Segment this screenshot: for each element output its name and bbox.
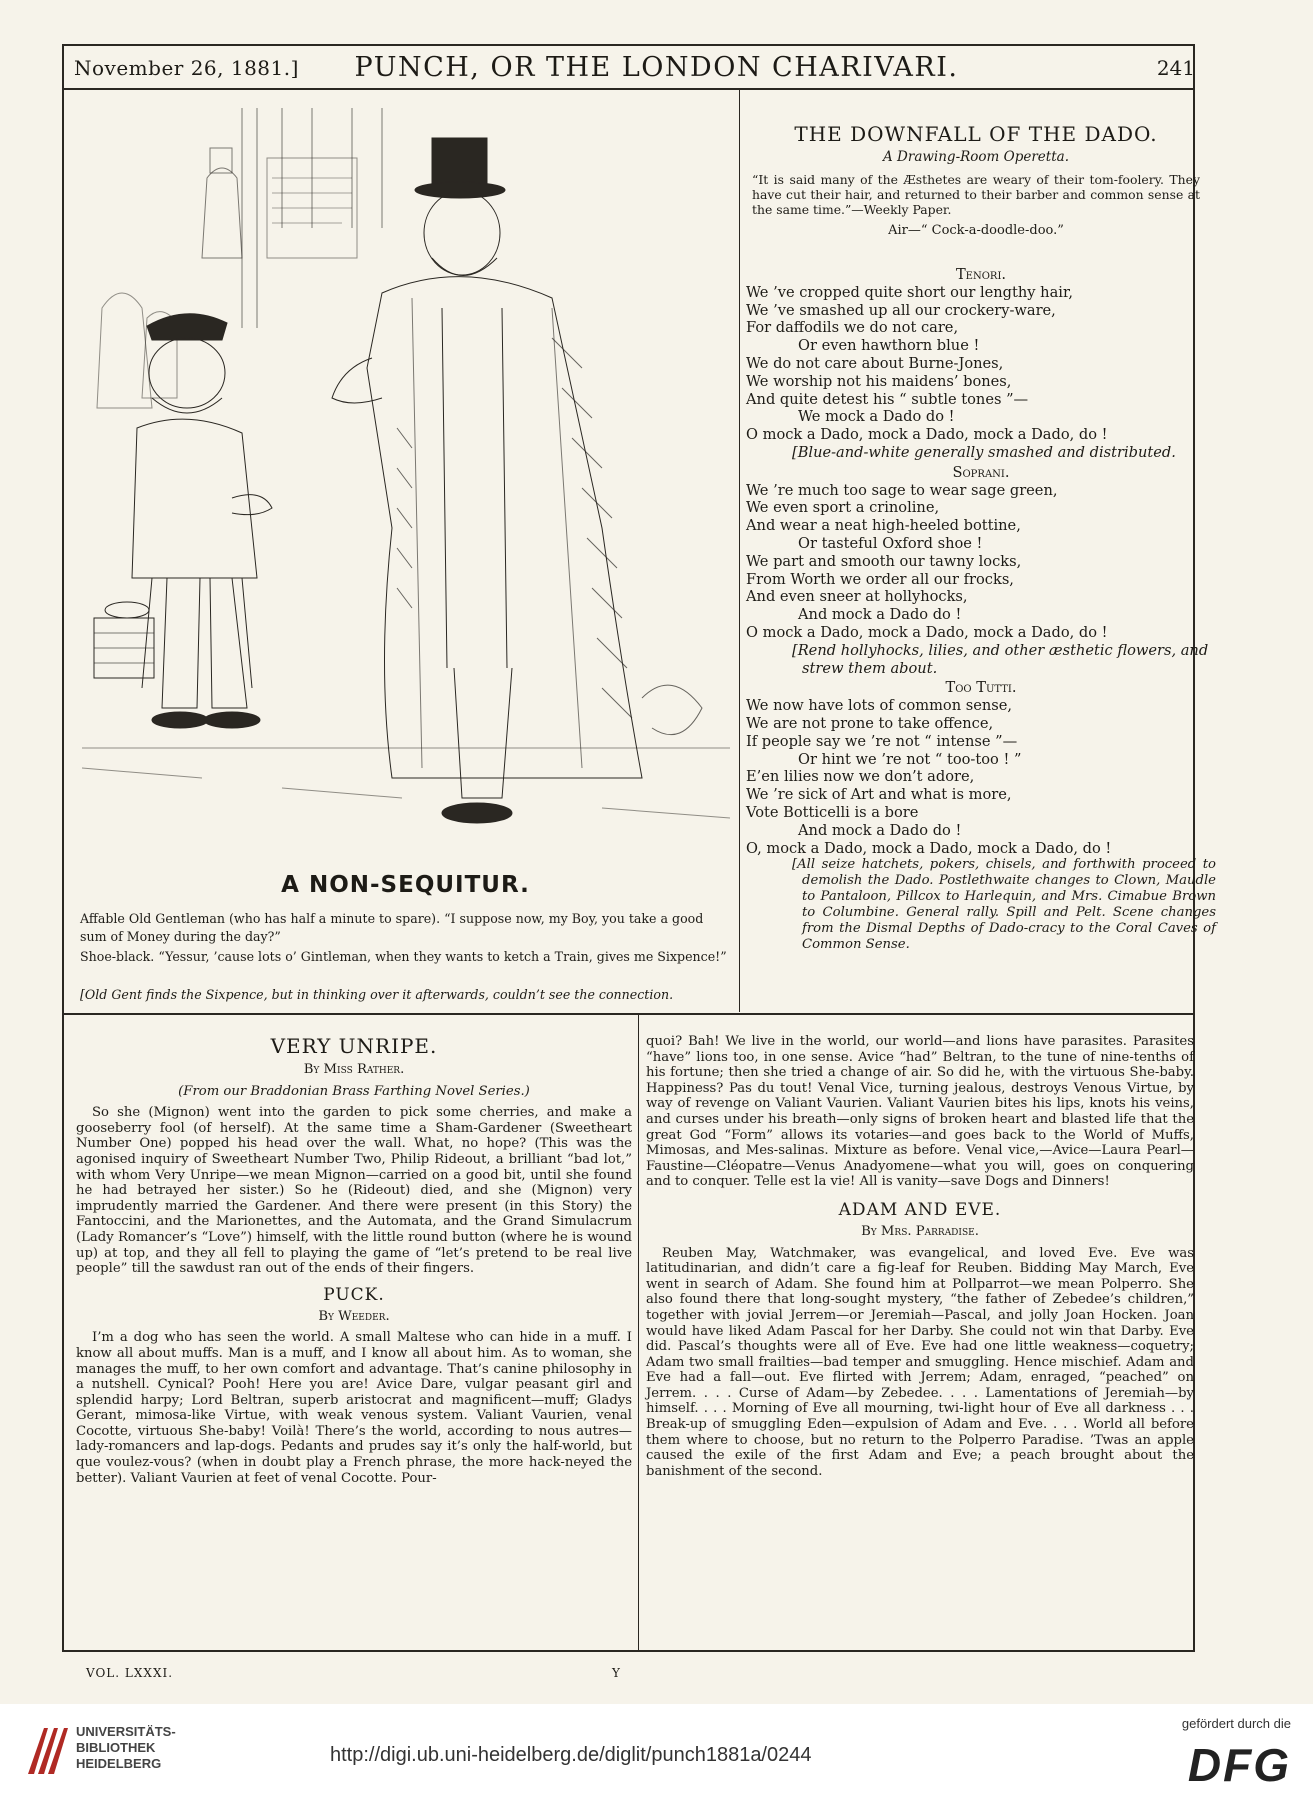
- unripe-series: (From our Braddonian Brass Farthing Novel Series.): [178, 1083, 530, 1099]
- dado-title: THE DOWNFALL OF THE DADO.: [794, 122, 1158, 146]
- poem-line: And mock a Dado do !: [798, 821, 962, 839]
- unripe-title: VERY UNRIPE.: [270, 1034, 438, 1058]
- left-lower-column: [76, 1034, 632, 1486]
- poem-line: And mock a Dado do !: [798, 606, 962, 624]
- dado-air: Air—“ Cock-a-doodle-doo.”: [888, 222, 1064, 238]
- bottom-rule: [62, 1650, 1195, 1652]
- poem-line: Or even hawthorn blue !: [798, 337, 980, 355]
- library-logo-icon: [22, 1722, 70, 1778]
- stage-direction: [Blue-and-white generally smashed and distributed.: [792, 443, 1176, 461]
- cartoon-illustration: [82, 108, 730, 868]
- tenori-heading: Tenori.: [955, 266, 1007, 283]
- top-rule: [62, 44, 1195, 46]
- poem-line: O mock a Dado, mock a Dado, mock a Dado, do !: [746, 426, 1108, 444]
- adam-body: Reuben May, Watchmaker, was evangelical, and loved Eve. Eve was latitudinarian, and didn’t care a fig-leaf for Reuben. Bidding May March, Eve went in search of Adam. She found him at Pollparrot—we mean Polperro. She also found there that long-sought mystery, “the father of Zebedee’s children,” together with jovial Jerrem—or Jeremiah—Pascal, and jolly Joan Hocken. Joan would have liked Adam Pascal for her Darby. She could not win that Darby. Eve did. Pascal’s thoughts were all of Eve. Eve had one little weakness—coquetry; Adam two small frailties—bad temper and smuggling. Hence mischief. Adam and Eve had a fall—out. Eve flirted with Jerrem; Adam, enraged, “peached” on Jerrem. . . . Curse of Adam—by Zebedee. . . . Lamentations of Jeremiah—by himself. . . . Morning of Eve all mourning, twi-light hour of Eve all darkness . . . Break-up of smuggling Eden—expulsion of Adam and Eve. . . . World all before them where to choose, but no return to the Polperro Paradise. ’Twas an apple caused the exile of the first Adam and Eve; a peach brought about the banishment of the second.: [646, 1245, 1194, 1479]
- volume-number: VOL. LXXXI.: [86, 1666, 174, 1680]
- library-name: UNIVERSITÄTS- BIBLIOTHEK HEIDELBERG: [76, 1724, 176, 1771]
- poem-line: Or hint we ’re not “ too-too ! ”: [798, 750, 1022, 768]
- signature-mark: Y: [612, 1666, 620, 1680]
- stage-direction: [All seize hatchets, pokers, chisels, and forthwith proceed to demolish the Dado. Postlethwaite changes to Clown, Maudle to Pantaloon, Pillcox to Harlequin, and Mrs. Cimabue Brown to Columbine. General rally. Spill and Pelt. Scene changes from the Dismal Depths of Dado-cracy to the Coral Caves of Common Sense.: [792, 857, 1216, 953]
- cartoon-title: A NON-SEQUITUR.: [281, 872, 530, 898]
- unripe-byline: By Miss Rather.: [303, 1062, 405, 1077]
- poem-line: We mock a Dado do !: [798, 408, 955, 426]
- source-url-link[interactable]: http://digi.ub.uni-heidelberg.de/diglit/punch1881a/0244: [330, 1744, 812, 1766]
- puck-body: I’m a dog who has seen the world. A small Maltese who can hide in a muff. I know all about muffs. Man is a muff, and I know all about him. As to woman, she manages the muff, to her own comfort and advantage. That’s canine philosophy in a nutshell. Cynical? Pooh! Here you are! Avice Dare, vulgar peasant girl and splendid harpy; Lord Beltran, superb aristocrat and magnificent—muff; Gladys Gerant, mimosa-like Virtue, with weak venous system. Valiant Vaurien, venal Cocotte, virtuous She-baby! Voilà! There’s the world, according to nous autres—lady-romancers and lap-dogs. Pedants and prudes say it’s only the half-world, but que voulez-vous? (when in doubt play a French phrase, the more hack-neyed the better). Valiant Vaurien at feet of venal Cocotte. Pour-: [76, 1330, 632, 1486]
- upper-column-divider: [739, 90, 740, 1012]
- adam-title: ADAM AND EVE.: [838, 1199, 1002, 1220]
- tutti-heading: Too Tutti.: [945, 679, 1017, 697]
- right-lower-column: [646, 1034, 1194, 1479]
- dado-epigraph: “It is said many of the Æsthetes are weary of their tom-foolery. They have cut their hair, and returned to their barber and common sense at the same time.”—Weekly Paper.: [752, 171, 1200, 217]
- puck-title: PUCK.: [323, 1284, 385, 1305]
- page-number: 241: [1156, 56, 1195, 80]
- funded-by-label: gefördert durch die: [1181, 1716, 1291, 1731]
- left-border: [62, 44, 64, 1652]
- poem-line: We ’re sick of Art and what is more,: [746, 786, 1012, 804]
- poem-line: We are not prone to take offence,: [746, 714, 994, 732]
- header-rule: [62, 88, 1195, 90]
- poem-line: Or tasteful Oxford shoe !: [798, 534, 983, 552]
- poem-line: For daffodils we do not care,: [746, 319, 959, 337]
- poem-line: We ’re much too sage to wear sage green,: [746, 481, 1058, 499]
- dado-poem: [746, 266, 1216, 953]
- dado-header-block: [752, 122, 1200, 238]
- masthead-title: PUNCH, OR THE LONDON CHARIVARI.: [354, 52, 959, 83]
- dfg-logo: DFG: [1187, 1739, 1291, 1791]
- puck-byline: By Weeder.: [318, 1308, 390, 1324]
- poem-line: And quite detest his “ subtle tones ”—: [746, 390, 1029, 408]
- poem-line: If people say we ’re not “ intense ”—: [746, 732, 1018, 750]
- stage-direction: [Rend hollyhocks, lilies, and other æsthetic flowers, and strew them about.: [792, 641, 1209, 677]
- puck-continued: quoi? Bah! We live in the world, our world—and lions have parasites. Parasites “have” lions too, in one sense. Avice “had” Beltran, to the tune of nine-tenths of his fortune; then she tried a change of air. So did he, with the virtuous She-baby. Happiness? Pas du tout! Venal Vice, turning jealous, destroys Venous Virtue, by way of revenge on Valiant Vaurien. Valiant Vaurien bites his lips, knots his veins, and curses under his breath—only signs of broken heart and blasted life that the great God “Form” allows its votaries—and goes back to the World of Muffs, Mimosas, and Mes-salinas. Mixture as before. Venal vice,—Avice—Laura Pearl—Faustine—Cléopatre—Venus Anadyomene—what you will, goes on conquering and to conquer. Telle est la vie! All is vanity—save Dogs and Dinners!: [646, 1034, 1194, 1190]
- caption-line-1: Affable Old Gentleman (who has half a minute to spare). “I suppose now, my Boy, you take a good sum of Money during the day?”: [80, 911, 704, 944]
- archive-footer-bar: [0, 1704, 1313, 1796]
- unripe-body: So she (Mignon) went into the garden to pick some cherries, and make a gooseberry fool (of herself). At the same time a Sham-Gardener (Sweetheart Number One) popped his head over the wall. What, no hope? (This was the agonised inquiry of Sweetheart Number Two, Philip Rideout, a brilliant “bad lot,” with whom Very Unripe—we mean Mignon—carried on a good bit, until she found he had betrayed her sister.) So he (Rideout) died, and she (Mignon) very imprudently married the Gardener. And there were present (in this Story) the Fantoccini, and the Marionettes, and the Automata, and the Grand Simulacrum (Lady Romancer’s “Love”) himself, with the little round button (where he is wound up) at top, and they all fell to playing the game of “let’s pretend to be real live people” till the sawdust ran out of the ends of their fingers.: [76, 1105, 632, 1277]
- poem-line: We even sport a crinoline,: [746, 499, 940, 517]
- poem-line: Vote Botticelli is a bore: [746, 803, 919, 821]
- dado-subtitle: A Drawing-Room Operetta.: [883, 149, 1069, 165]
- mid-rule: [62, 1013, 1195, 1015]
- poem-line: We do not care about Burne-Jones,: [746, 354, 1004, 372]
- poem-line: O mock a Dado, mock a Dado, mock a Dado, do !: [746, 623, 1108, 641]
- poem-line: We ’ve cropped quite short our lengthy hair,: [746, 283, 1073, 301]
- poem-line: E’en lilies now we don’t adore,: [746, 768, 975, 786]
- caption-line-3: [Old Gent finds the Sixpence, but in thinking over it afterwards, couldn’t see the connection.: [80, 987, 674, 1002]
- poem-line: From Worth we order all our frocks,: [746, 570, 1014, 588]
- soprani-heading: Soprani.: [952, 463, 1010, 481]
- adam-byline: By Mrs. Parradise.: [861, 1223, 979, 1239]
- poem-line: We now have lots of common sense,: [746, 697, 1013, 715]
- poem-line: We part and smooth our tawny locks,: [746, 552, 1022, 570]
- poem-line: And wear a neat high-heeled bottine,: [746, 517, 1021, 535]
- lower-column-divider: [638, 1015, 639, 1651]
- caption-line-2: Shoe-black. “Yessur, ’cause lots o’ Gintleman, when they wants to ketch a Train, gives me Sixpence!”: [80, 949, 727, 964]
- poem-line: And even sneer at hollyhocks,: [746, 588, 968, 606]
- poem-line: O, mock a Dado, mock a Dado, mock a Dado, do !: [746, 839, 1112, 857]
- issue-date: November 26, 1881.]: [74, 56, 299, 80]
- poem-line: We worship not his maidens’ bones,: [746, 372, 1012, 390]
- poem-line: We ’ve smashed up all our crockery-ware,: [746, 301, 1056, 319]
